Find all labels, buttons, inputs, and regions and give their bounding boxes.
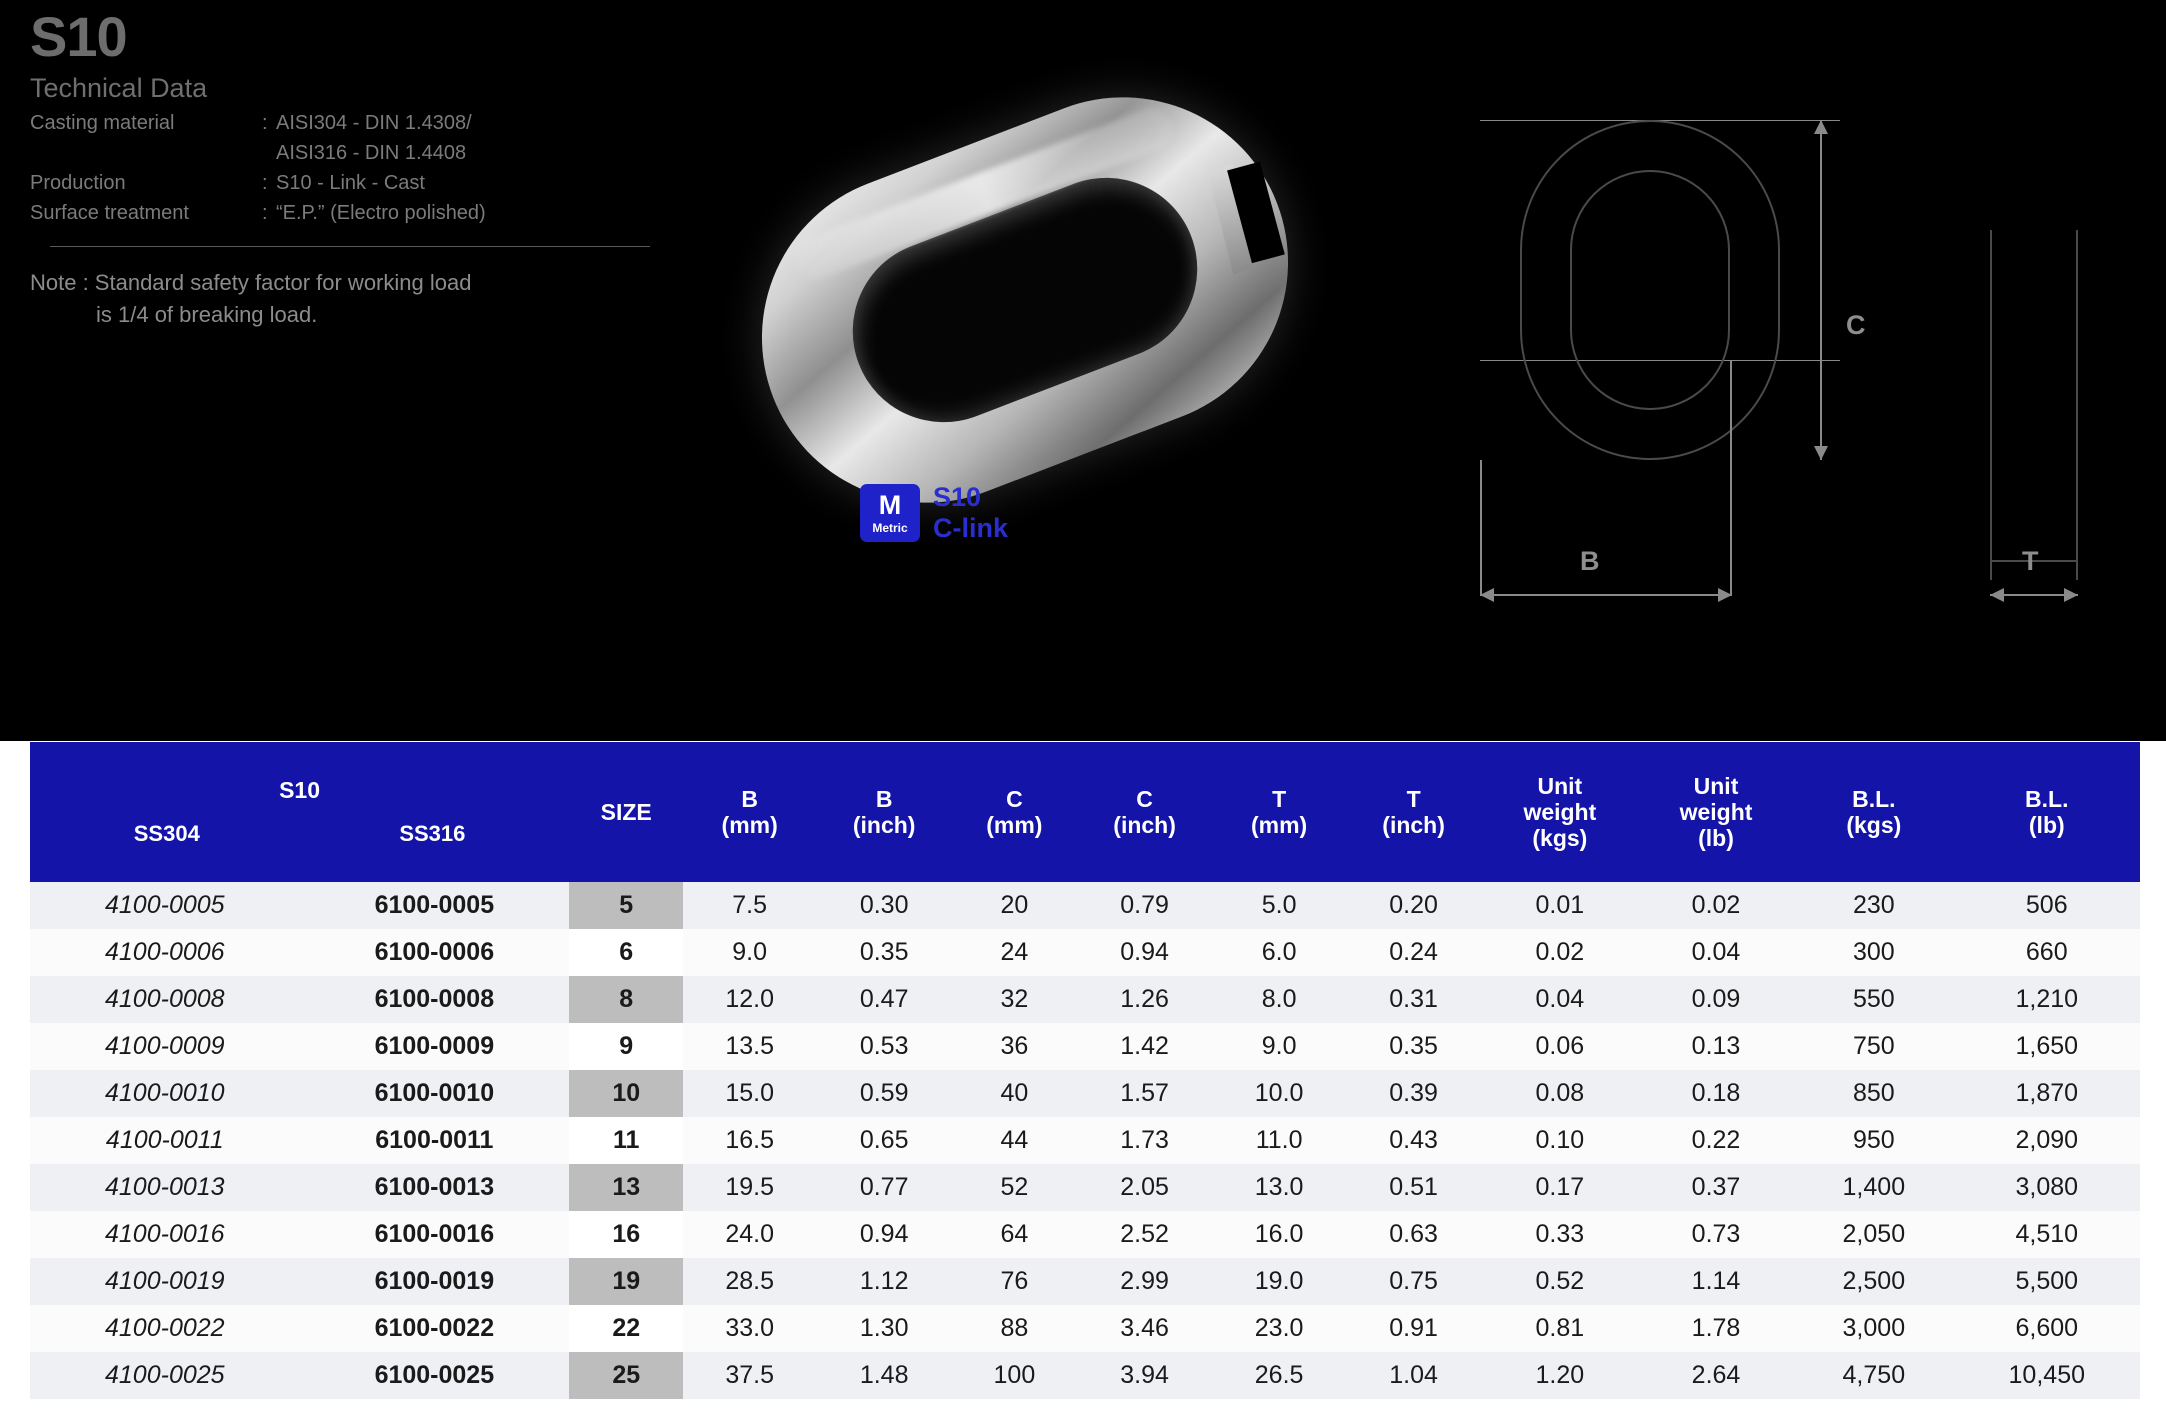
- cell-bl-lb: 1,650: [1954, 1023, 2140, 1070]
- spec-row-production: [30, 168, 670, 198]
- dim-line-c-vertical: [1820, 120, 1822, 460]
- cell-ss316: 6100-0010: [300, 1070, 570, 1117]
- cell-ss316: 6100-0008: [300, 976, 570, 1023]
- product-photo: [700, 80, 1340, 543]
- cell-b-inch: 1.30: [816, 1305, 952, 1352]
- col-header-line: (mm): [986, 812, 1043, 838]
- col-header-ss316: SS316: [399, 821, 466, 846]
- divider: [50, 246, 650, 247]
- col-header-line: (kgs): [1532, 825, 1588, 851]
- cell-size: 19: [569, 1258, 683, 1305]
- cell-size: 5: [569, 882, 683, 929]
- cell-c-inch: 1.42: [1076, 1023, 1212, 1070]
- table-row: [30, 1023, 2140, 1070]
- table-row: [30, 929, 2140, 976]
- col-header-ss304: SS304: [133, 821, 200, 846]
- dim-line-b-horizontal: [1480, 594, 1732, 596]
- table-row: [30, 1164, 2140, 1211]
- cell-b-mm: 15.0: [683, 1070, 816, 1117]
- cell-ss316: 6100-0019: [300, 1258, 570, 1305]
- cell-ss316: 6100-0005: [300, 882, 570, 929]
- col-header-line: (mm): [721, 812, 778, 838]
- col-header-c-mm: [952, 742, 1076, 882]
- cell-t-mm: 16.0: [1213, 1211, 1346, 1258]
- cell-uw-lb: 0.37: [1638, 1164, 1794, 1211]
- cell-t-mm: 8.0: [1213, 976, 1346, 1023]
- diagram-link-inner: [1570, 170, 1730, 410]
- cell-t-inch: 0.51: [1345, 1164, 1481, 1211]
- table-row: [30, 976, 2140, 1023]
- product-code: S10: [30, 5, 127, 68]
- cell-uw-lb: 1.14: [1638, 1258, 1794, 1305]
- table-row: [30, 882, 2140, 929]
- cell-uw-lb: 0.73: [1638, 1211, 1794, 1258]
- sideview-left-edge: [1990, 230, 1992, 580]
- col-header-line: C: [1136, 786, 1153, 812]
- col-header-line: (mm): [1250, 812, 1308, 838]
- cell-b-inch: 0.53: [816, 1023, 952, 1070]
- col-header-b-inch: [816, 742, 952, 882]
- cell-bl-lb: 660: [1954, 929, 2140, 976]
- cell-bl-kgs: 230: [1794, 882, 1953, 929]
- col-header-b-mm: [683, 742, 816, 882]
- dim-ext-b-right: [1730, 360, 1732, 594]
- cell-ss304: 4100-0009: [30, 1023, 300, 1070]
- cell-size: 11: [569, 1117, 683, 1164]
- cell-t-inch: 1.04: [1345, 1352, 1481, 1399]
- col-header-c-inch: [1076, 742, 1212, 882]
- c-link-illustration: [714, 49, 1336, 551]
- cell-c-mm: 32: [952, 976, 1076, 1023]
- cell-size: 8: [569, 976, 683, 1023]
- metric-badge-icon: [860, 484, 920, 542]
- dim-ext-b-left: [1480, 460, 1482, 594]
- dim-arrow-c-down: [1814, 446, 1828, 460]
- table-row: [30, 1258, 2140, 1305]
- dim-arrow-c-up: [1814, 120, 1828, 134]
- table-row: [30, 1305, 2140, 1352]
- cell-b-inch: 1.48: [816, 1352, 952, 1399]
- table-title-cell: [30, 742, 569, 882]
- technical-data-block: [30, 5, 670, 331]
- cell-c-mm: 76: [952, 1258, 1076, 1305]
- cell-ss304: 4100-0011: [30, 1117, 300, 1164]
- caption-line2: C-link: [933, 513, 1009, 543]
- cell-t-mm: 23.0: [1213, 1305, 1346, 1352]
- cell-t-mm: 9.0: [1213, 1023, 1346, 1070]
- col-header-line: (inch): [1113, 812, 1176, 838]
- cell-ss316: 6100-0009: [300, 1023, 570, 1070]
- cell-t-inch: 0.24: [1345, 929, 1481, 976]
- cell-b-inch: 0.77: [816, 1164, 952, 1211]
- dim-arrow-b-left: [1480, 588, 1494, 602]
- cell-t-inch: 0.31: [1345, 976, 1481, 1023]
- dim-label-t: T: [2022, 546, 2039, 576]
- col-header-unit-weight-kgs: [1482, 742, 1638, 882]
- cell-ss316: 6100-0013: [300, 1164, 570, 1211]
- col-header-t-mm: [1213, 742, 1346, 882]
- col-header-line: (lb): [2028, 812, 2065, 838]
- dimension-diagrams: [1480, 120, 2120, 680]
- col-header-line: weight: [1523, 799, 1597, 825]
- cell-t-inch: 0.43: [1345, 1117, 1481, 1164]
- cell-bl-lb: 5,500: [1954, 1258, 2140, 1305]
- cell-ss304: 4100-0006: [30, 929, 300, 976]
- cell-b-mm: 12.0: [683, 976, 816, 1023]
- cell-c-inch: 0.79: [1076, 882, 1212, 929]
- metric-badge-text: Metric: [872, 521, 908, 535]
- col-header-line: (kgs): [1846, 812, 1902, 838]
- cell-uw-lb: 1.78: [1638, 1305, 1794, 1352]
- cell-t-inch: 0.63: [1345, 1211, 1481, 1258]
- cell-uw-kgs: 0.17: [1482, 1164, 1638, 1211]
- cell-b-mm: 19.5: [683, 1164, 816, 1211]
- cell-b-mm: 16.5: [683, 1117, 816, 1164]
- cell-t-mm: 11.0: [1213, 1117, 1346, 1164]
- cell-bl-lb: 506: [1954, 882, 2140, 929]
- cell-uw-lb: 2.64: [1638, 1352, 1794, 1399]
- col-header-line: B: [875, 786, 893, 812]
- cell-b-mm: 24.0: [683, 1211, 816, 1258]
- caption-line1: S10: [933, 482, 982, 512]
- table-title: S10: [279, 777, 321, 803]
- cell-bl-kgs: 1,400: [1794, 1164, 1953, 1211]
- col-header-unit-weight-lb: [1638, 742, 1794, 882]
- table-row: [30, 1352, 2140, 1399]
- cell-bl-lb: 10,450: [1954, 1352, 2140, 1399]
- col-header-line: C: [1006, 786, 1023, 812]
- cell-c-mm: 20: [952, 882, 1076, 929]
- spec-value-secondary: AISI316 - DIN 1.4408: [276, 142, 467, 164]
- cell-t-mm: 26.5: [1213, 1352, 1346, 1399]
- cell-bl-kgs: 300: [1794, 929, 1953, 976]
- cell-b-inch: 0.94: [816, 1211, 952, 1258]
- col-header-line: Unit: [1693, 773, 1739, 799]
- spec-row-surface-treatment: [30, 198, 670, 228]
- cell-ss304: 4100-0019: [30, 1258, 300, 1305]
- technical-data-title: Technical Data: [30, 73, 208, 103]
- col-header-line: B.L.: [2025, 786, 2069, 812]
- cell-uw-lb: 0.22: [1638, 1117, 1794, 1164]
- cell-b-inch: 0.65: [816, 1117, 952, 1164]
- col-header-line: weight: [1679, 799, 1753, 825]
- cell-uw-kgs: 0.04: [1482, 976, 1638, 1023]
- cell-ss304: 4100-0010: [30, 1070, 300, 1117]
- cell-size: 25: [569, 1352, 683, 1399]
- sideview-right-edge: [2076, 230, 2078, 580]
- cell-ss316: 6100-0011: [300, 1117, 570, 1164]
- cell-bl-lb: 4,510: [1954, 1211, 2140, 1258]
- safety-note-line2: is 1/4 of breaking load.: [96, 302, 318, 327]
- cell-size: 16: [569, 1211, 683, 1258]
- cell-ss304: 4100-0025: [30, 1352, 300, 1399]
- cell-c-inch: 2.05: [1076, 1164, 1212, 1211]
- safety-note-line1: Note : Standard safety factor for working load: [30, 270, 472, 295]
- cell-ss316: 6100-0016: [300, 1211, 570, 1258]
- cell-uw-kgs: 1.20: [1482, 1352, 1638, 1399]
- table-row: [30, 1070, 2140, 1117]
- spec-colon: :: [262, 202, 268, 224]
- spec-row-casting-material: [30, 108, 670, 138]
- cell-b-mm: 37.5: [683, 1352, 816, 1399]
- cell-size: 10: [569, 1070, 683, 1117]
- spec-value: “E.P.” (Electro polished): [276, 202, 486, 224]
- cell-size: 6: [569, 929, 683, 976]
- cell-c-inch: 2.52: [1076, 1211, 1212, 1258]
- cell-uw-kgs: 0.02: [1482, 929, 1638, 976]
- cell-c-mm: 36: [952, 1023, 1076, 1070]
- cell-bl-kgs: 3,000: [1794, 1305, 1953, 1352]
- cell-t-inch: 0.35: [1345, 1023, 1481, 1070]
- cell-c-inch: 0.94: [1076, 929, 1212, 976]
- cell-size: 13: [569, 1164, 683, 1211]
- cell-t-mm: 10.0: [1213, 1070, 1346, 1117]
- spec-label: Casting material: [30, 112, 175, 134]
- cell-ss304: 4100-0022: [30, 1305, 300, 1352]
- cell-bl-kgs: 2,500: [1794, 1258, 1953, 1305]
- cell-ss316: 6100-0025: [300, 1352, 570, 1399]
- cell-uw-lb: 0.18: [1638, 1070, 1794, 1117]
- cell-bl-lb: 6,600: [1954, 1305, 2140, 1352]
- cell-c-inch: 3.46: [1076, 1305, 1212, 1352]
- cell-ss316: 6100-0022: [300, 1305, 570, 1352]
- spec-value: S10 - Link - Cast: [276, 172, 425, 194]
- dim-label-b: B: [1580, 546, 1600, 576]
- cell-size: 22: [569, 1305, 683, 1352]
- cell-b-inch: 0.47: [816, 976, 952, 1023]
- col-header-line: Unit: [1537, 773, 1583, 799]
- cell-t-inch: 0.91: [1345, 1305, 1481, 1352]
- cell-c-inch: 1.26: [1076, 976, 1212, 1023]
- cell-bl-kgs: 2,050: [1794, 1211, 1953, 1258]
- col-header-bl-kgs: [1794, 742, 1953, 882]
- cell-c-mm: 40: [952, 1070, 1076, 1117]
- cell-t-inch: 0.39: [1345, 1070, 1481, 1117]
- cell-t-inch: 0.75: [1345, 1258, 1481, 1305]
- cell-b-mm: 7.5: [683, 882, 816, 929]
- cell-bl-kgs: 4,750: [1794, 1352, 1953, 1399]
- cell-bl-lb: 1,870: [1954, 1070, 2140, 1117]
- cell-b-mm: 9.0: [683, 929, 816, 976]
- cell-ss316: 6100-0006: [300, 929, 570, 976]
- col-header-size: SIZE: [569, 742, 683, 882]
- cell-c-mm: 88: [952, 1305, 1076, 1352]
- cell-ss304: 4100-0008: [30, 976, 300, 1023]
- cell-bl-kgs: 950: [1794, 1117, 1953, 1164]
- cell-bl-lb: 3,080: [1954, 1164, 2140, 1211]
- cell-b-mm: 13.5: [683, 1023, 816, 1070]
- cell-uw-kgs: 0.52: [1482, 1258, 1638, 1305]
- cell-t-mm: 6.0: [1213, 929, 1346, 976]
- cell-uw-kgs: 0.81: [1482, 1305, 1638, 1352]
- cell-uw-lb: 0.02: [1638, 882, 1794, 929]
- col-header-bl-lb: [1954, 742, 2140, 882]
- cell-bl-lb: 1,210: [1954, 976, 2140, 1023]
- cell-uw-kgs: 0.33: [1482, 1211, 1638, 1258]
- cell-c-mm: 64: [952, 1211, 1076, 1258]
- spec-colon: :: [262, 172, 268, 194]
- cell-bl-lb: 2,090: [1954, 1117, 2140, 1164]
- cell-b-inch: 0.30: [816, 882, 952, 929]
- table-row: [30, 1211, 2140, 1258]
- cell-c-inch: 1.73: [1076, 1117, 1212, 1164]
- col-header-line: B: [741, 786, 758, 812]
- spec-colon: :: [262, 112, 268, 134]
- cell-ss304: 4100-0005: [30, 882, 300, 929]
- cell-t-mm: 5.0: [1213, 882, 1346, 929]
- col-header-line: B.L.: [1852, 786, 1896, 812]
- cell-uw-lb: 0.13: [1638, 1023, 1794, 1070]
- spec-label: Production: [30, 172, 126, 194]
- cell-c-inch: 3.94: [1076, 1352, 1212, 1399]
- cell-size: 9: [569, 1023, 683, 1070]
- cell-b-inch: 0.59: [816, 1070, 952, 1117]
- caption-text: [933, 482, 1008, 544]
- safety-note: [30, 267, 670, 331]
- cell-uw-kgs: 0.01: [1482, 882, 1638, 929]
- cell-c-inch: 2.99: [1076, 1258, 1212, 1305]
- cell-c-mm: 24: [952, 929, 1076, 976]
- col-header-line: (inch): [852, 812, 916, 838]
- cell-ss304: 4100-0016: [30, 1211, 300, 1258]
- cell-c-inch: 1.57: [1076, 1070, 1212, 1117]
- cell-uw-kgs: 0.06: [1482, 1023, 1638, 1070]
- dim-label-c: C: [1846, 310, 1866, 340]
- cell-bl-kgs: 550: [1794, 976, 1953, 1023]
- col-header-line: (lb): [1698, 825, 1734, 851]
- spec-value: AISI304 - DIN 1.4308/: [276, 112, 472, 134]
- cell-bl-kgs: 750: [1794, 1023, 1953, 1070]
- cell-t-inch: 0.20: [1345, 882, 1481, 929]
- cell-t-mm: 13.0: [1213, 1164, 1346, 1211]
- cell-uw-lb: 0.04: [1638, 929, 1794, 976]
- spec-label: Surface treatment: [30, 202, 189, 224]
- cell-uw-lb: 0.09: [1638, 976, 1794, 1023]
- dim-arrow-t-left: [1990, 588, 2004, 602]
- cell-c-mm: 44: [952, 1117, 1076, 1164]
- cell-b-mm: 28.5: [683, 1258, 816, 1305]
- col-header-line: (inch): [1382, 812, 1445, 838]
- specification-table-wrap: [30, 742, 2140, 1399]
- table-body: [30, 882, 2140, 1399]
- table-header-row: [30, 742, 2140, 882]
- col-header-t-inch: [1345, 742, 1481, 882]
- cell-b-inch: 0.35: [816, 929, 952, 976]
- col-header-line: T: [1406, 786, 1421, 812]
- specification-table: [30, 742, 2140, 1399]
- cell-t-mm: 19.0: [1213, 1258, 1346, 1305]
- cell-b-mm: 33.0: [683, 1305, 816, 1352]
- cell-ss304: 4100-0013: [30, 1164, 300, 1211]
- table-head: [30, 742, 2140, 882]
- table-row: [30, 1117, 2140, 1164]
- photo-caption: [860, 482, 1008, 544]
- cell-uw-kgs: 0.10: [1482, 1117, 1638, 1164]
- cell-c-mm: 52: [952, 1164, 1076, 1211]
- cell-b-inch: 1.12: [816, 1258, 952, 1305]
- cell-uw-kgs: 0.08: [1482, 1070, 1638, 1117]
- cell-bl-kgs: 850: [1794, 1070, 1953, 1117]
- col-header-line: T: [1272, 786, 1287, 812]
- metric-badge-letter: M: [878, 490, 902, 520]
- dim-arrow-t-right: [2064, 588, 2078, 602]
- cell-c-mm: 100: [952, 1352, 1076, 1399]
